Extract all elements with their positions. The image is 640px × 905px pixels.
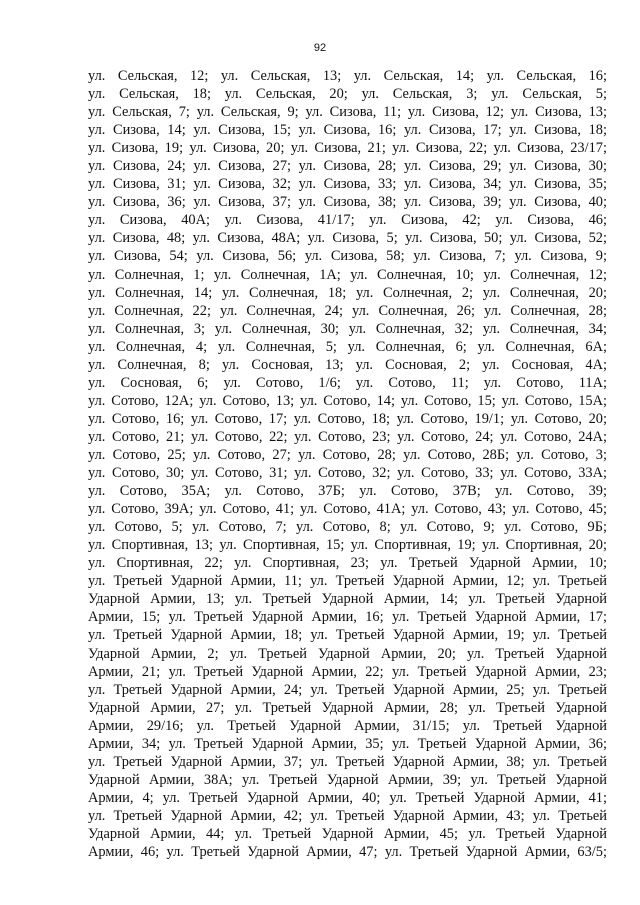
text-line: ул. Сизова, 24; ул. Сизова, 27; ул. Сизова, 28; ул. Сизова, 29; ул. Сизова, 30; <box>88 158 607 175</box>
text-line: ул. Сельская, 12; ул. Сельская, 13; ул. Сельская, 14; ул. Сельская, 16; <box>88 68 607 84</box>
text-line: ул. Сизова, 40А; ул. Сизова, 41/17; ул. Сизова, 42; ул. Сизова, 46; <box>88 212 607 229</box>
text-line: Ударной Армии, 27; ул. Третьей Ударной Армии, 28; ул. Третьей Ударной <box>88 699 607 716</box>
text-line: ул. Сельская, 7; ул. Сельская, 9; ул. Сизова, 11; ул. Сизова, 12; ул. Сизова, 13; <box>88 104 607 121</box>
text-line: ул. Солнечная, 14; ул. Солнечная, 18; ул. Солнечная, 2; ул. Солнечная, 20; <box>88 284 607 301</box>
text-line: ул. Сизова, 31; ул. Сизова, 32; ул. Сизова, 33; ул. Сизова, 34; ул. Сизова, 35; <box>88 176 607 193</box>
text-line: ул. Сизова, 14; ул. Сизова, 15; ул. Сизова, 16; ул. Сизова, 17; ул. Сизова, 18; <box>88 122 607 139</box>
text-line: ул. Спортивная, 13; ул. Спортивная, 15; ул. Спортивная, 19; ул. Спортивная, 20; <box>88 537 607 554</box>
text-line: ул. Сотово, 30; ул. Сотово, 31; ул. Сотово, 32; ул. Сотово, 33; ул. Сотово, 33А; <box>88 465 607 482</box>
text-line: ул. Третьей Ударной Армии, 24; ул. Третьей Ударной Армии, 25; ул. Третьей <box>88 681 607 698</box>
text-line: Армии, 21; ул. Третьей Ударной Армии, 22; ул. Третьей Ударной Армии, 23; <box>88 663 607 680</box>
text-line: ул. Сосновая, 6; ул. Сотово, 1/6; ул. Сотово, 11; ул. Сотово, 11А; <box>88 374 607 391</box>
text-line: ул. Солнечная, 3; ул. Солнечная, 30; ул. Солнечная, 32; ул. Солнечная, 34; <box>88 320 607 337</box>
text-line: ул. Сотово, 25; ул. Сотово, 27; ул. Сотово, 28; ул. Сотово, 28Б; ул. Сотово, 3; <box>88 446 607 463</box>
text-line: Армии, 46; ул. Третьей Ударной Армии, 47; ул. Третьей Ударной Армии, 63/5; <box>88 844 607 861</box>
text-line: Армии, 4; ул. Третьей Ударной Армии, 40; ул. Третьей Ударной Армии, 41; <box>88 789 607 806</box>
text-line: ул. Солнечная, 8; ул. Сосновая, 13; ул. Сосновая, 2; ул. Сосновая, 4А; <box>88 356 607 373</box>
text-line: Армии, 15; ул. Третьей Ударной Армии, 16; ул. Третьей Ударной Армии, 17; <box>88 609 607 626</box>
text-line: ул. Третьей Ударной Армии, 18; ул. Третьей Ударной Армии, 19; ул. Третьей <box>88 627 607 644</box>
page-number: 92 <box>313 42 327 54</box>
text-line: ул. Третьей Ударной Армии, 37; ул. Третьей Ударной Армии, 38; ул. Третьей <box>88 753 607 770</box>
text-line: ул. Сизова, 48; ул. Сизова, 48А; ул. Сизова, 5; ул. Сизова, 50; ул. Сизова, 52; <box>88 230 607 247</box>
text-line: ул. Сотово, 5; ул. Сотово, 7; ул. Сотово, 8; ул. Сотово, 9; ул. Сотово, 9Б; <box>88 519 607 536</box>
text-line: Армии, 34; ул. Третьей Ударной Армии, 35; ул. Третьей Ударной Армии, 36; <box>88 735 607 752</box>
text-line: ул. Сотово, 21; ул. Сотово, 22; ул. Сотово, 23; ул. Сотово, 24; ул. Сотово, 24А; <box>88 428 607 445</box>
text-line: ул. Сотово, 39А; ул. Сотово, 41; ул. Сотово, 41А; ул. Сотово, 43; ул. Сотово, 45; <box>88 501 607 518</box>
text-line: Ударной Армии, 13; ул. Третьей Ударной Армии, 14; ул. Третьей Ударной <box>88 591 607 608</box>
text-line: ул. Сотово, 12А; ул. Сотово, 13; ул. Сотово, 14; ул. Сотово, 15; ул. Сотово, 15А; <box>88 392 607 409</box>
text-line: ул. Солнечная, 4; ул. Солнечная, 5; ул. Солнечная, 6; ул. Солнечная, 6А; <box>88 338 607 355</box>
text-line: Армии, 29/16; ул. Третьей Ударной Армии, 31/15; ул. Третьей Ударной <box>88 717 607 734</box>
text-line: ул. Третьей Ударной Армии, 42; ул. Третьей Ударной Армии, 43; ул. Третьей <box>88 807 607 824</box>
text-line: ул. Солнечная, 1; ул. Солнечная, 1А; ул. Солнечная, 10; ул. Солнечная, 12; <box>88 266 607 283</box>
text-line: Ударной Армии, 2; ул. Третьей Ударной Армии, 20; ул. Третьей Ударной <box>88 645 607 662</box>
text-line: ул. Третьей Ударной Армии, 11; ул. Третьей Ударной Армии, 12; ул. Третьей <box>88 573 607 590</box>
text-line: ул. Сизова, 36; ул. Сизова, 37; ул. Сизова, 38; ул. Сизова, 39; ул. Сизова, 40; <box>88 194 607 211</box>
address-list-paragraph <box>88 67 607 861</box>
text-line: ул. Спортивная, 22; ул. Спортивная, 23; ул. Третьей Ударной Армии, 10; <box>88 555 607 572</box>
text-line: ул. Сельская, 18; ул. Сельская, 20; ул. Сельская, 3; ул. Сельская, 5; <box>88 86 607 103</box>
text-line: ул. Солнечная, 22; ул. Солнечная, 24; ул. Солнечная, 26; ул. Солнечная, 28; <box>88 302 607 319</box>
text-line: Ударной Армии, 38А; ул. Третьей Ударной Армии, 39; ул. Третьей Ударной <box>88 771 607 788</box>
text-line: Ударной Армии, 44; ул. Третьей Ударной Армии, 45; ул. Третьей Ударной <box>88 825 607 842</box>
text-line: ул. Сизова, 54; ул. Сизова, 56; ул. Сизова, 58; ул. Сизова, 7; ул. Сизова, 9; <box>88 248 607 265</box>
text-line: ул. Сотово, 35А; ул. Сотово, 37Б; ул. Сотово, 37В; ул. Сотово, 39; <box>88 483 607 500</box>
text-line: ул. Сотово, 16; ул. Сотово, 17; ул. Сотово, 18; ул. Сотово, 19/1; ул. Сотово, 20; <box>88 410 607 427</box>
text-line: ул. Сизова, 19; ул. Сизова, 20; ул. Сизова, 21; ул. Сизова, 22; ул. Сизова, 23/17; <box>88 140 607 157</box>
